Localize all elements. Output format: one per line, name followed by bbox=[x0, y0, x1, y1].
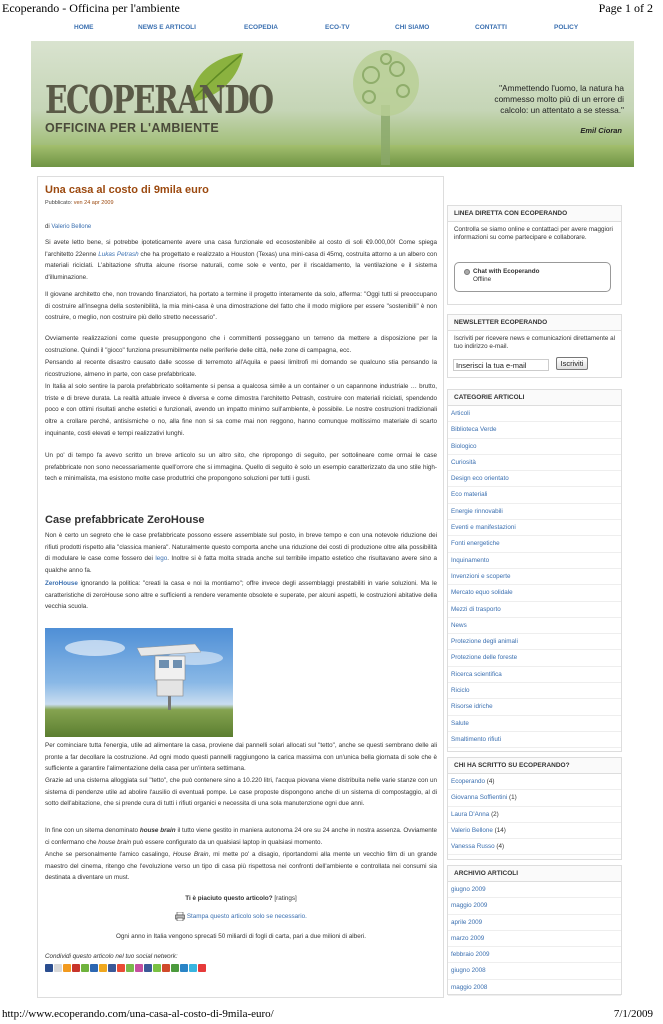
print-header bbox=[0, 0, 663, 16]
google-icon[interactable] bbox=[90, 964, 98, 972]
text: può essere configurato da un qualsiasi laptop in qualsiasi momento. bbox=[132, 838, 323, 846]
newsletter-title: NEWSLETTER ECOPERANDO bbox=[448, 315, 621, 331]
text: Anche se personalmente l'amico casalingo, bbox=[45, 851, 171, 858]
category-link[interactable]: Protezione degli animali bbox=[448, 634, 621, 650]
paragraph bbox=[45, 530, 437, 577]
post-author bbox=[45, 224, 91, 230]
published-date: ven 24 apr 2009 bbox=[73, 200, 114, 206]
section-heading: Case prefabbricate ZeroHouse bbox=[45, 514, 205, 526]
blinklist-icon[interactable] bbox=[99, 964, 107, 972]
author-name: Ecoperando bbox=[451, 778, 485, 785]
category-link[interactable]: Risorse idriche bbox=[448, 699, 621, 715]
printer-icon[interactable] bbox=[175, 912, 185, 921]
rating-question: Ti è piaciuto questo articolo? bbox=[185, 895, 273, 902]
author-link[interactable] bbox=[448, 790, 621, 806]
technorati-icon[interactable] bbox=[81, 964, 89, 972]
top-nav bbox=[30, 22, 634, 36]
zerohouse-link[interactable]: ZeroHouse bbox=[45, 580, 78, 587]
category-link[interactable]: News bbox=[448, 618, 621, 634]
archive-link[interactable]: febbraio 2009 bbox=[448, 947, 621, 963]
archive-link[interactable]: maggio 2009 bbox=[448, 898, 621, 914]
social-icons bbox=[45, 964, 206, 974]
mixx-icon[interactable] bbox=[126, 964, 134, 972]
author-count: (2) bbox=[491, 810, 499, 818]
nav-ecopedia[interactable]: ECOPEDIA bbox=[244, 24, 278, 31]
category-link[interactable]: Mercato equo solidale bbox=[448, 585, 621, 601]
digg-icon[interactable] bbox=[54, 964, 62, 972]
category-link[interactable]: Inquinamento bbox=[448, 553, 621, 569]
logo-subtitle: OFFICINA PER L'AMBIENTE bbox=[45, 121, 219, 135]
author-link[interactable] bbox=[448, 839, 621, 855]
text: che ha progettato e realizzato a Houston (Texas) una mini-casa di 45mq, costruita attorno a un albero con materiali riciclati. L'abitazione sfrutta alcune risorse naturali, come sole e vento, per il riscaldamento, la ventilazione e il sistema d'illuminazione. bbox=[45, 250, 437, 282]
print-title: Ecoperando - Officina per l'ambiente bbox=[2, 1, 180, 15]
chat-title: LINEA DIRETTA CON ECOPERANDO bbox=[448, 206, 621, 222]
rating-tag[interactable]: [ratings] bbox=[274, 895, 297, 902]
stumbleupon-icon[interactable] bbox=[72, 964, 80, 972]
print-line bbox=[45, 912, 437, 921]
paragraph: Per cominciare tutta l'energia, utile ad alimentare la casa, proviene dai pannelli solari allocati sul "tetto", anche se questi sembrano delle ali pronte a far decollare la costruzione. Ad ogni modo questi pannelli raggiungono la carica massima con un'unica bella giornata di sole che è sufficiente a garantire l'alimentazione della casa per un'intera settimana. bbox=[45, 742, 437, 773]
archive-link[interactable]: aprile 2009 bbox=[448, 915, 621, 931]
authors-title: CHI HA SCRITTO SU ECOPERANDO? bbox=[448, 758, 621, 774]
live-icon[interactable] bbox=[153, 964, 161, 972]
category-link[interactable]: Curiosità bbox=[448, 455, 621, 471]
categories-box bbox=[447, 389, 622, 752]
nav-ecotv[interactable]: ECO-TV bbox=[325, 24, 350, 31]
category-link[interactable]: Articoli bbox=[448, 406, 621, 422]
paragraph: Un po' di tempo fa avevo scritto un breve articolo su un altro sito, che ripropongo di seguito, per sottolineare come ormai le case prefabbricate non sono necessariamente quell'orrore che si immagina. Quello di seguito è solo un esempio caratterizzato da uno stile high-tech e minimalista, ma esistono molte case produttrici che propongono soluzioni per tutti i gusti. bbox=[45, 452, 437, 483]
paragraph bbox=[45, 825, 437, 848]
category-link[interactable]: Eventi e manifestazioni bbox=[448, 520, 621, 536]
author-count: (4) bbox=[496, 843, 505, 851]
nav-news[interactable]: NEWS E ARTICOLI bbox=[138, 24, 196, 31]
print-link[interactable]: Stampa questo articolo solo se necessario. bbox=[186, 913, 307, 921]
paragraph: Grazie ad una cisterna alloggiata sul "tetto", che può contenere sino a 10.220 litri, l'acqua piovana viene distribuita nelle varie stanze con un sistema di pendenze utile ad abolire l'ausilio di eventuali pompe. Le case proposte dispongono anche di un sistema di compostaggio, al di sotto dell'abitazione, che si prende cura di tutti i rifiuti organici e necessita di una sola manutenzione ogni due anni. bbox=[45, 777, 437, 808]
author-name: Vanessa Russo bbox=[451, 843, 495, 851]
archive-link[interactable]: giugno 2008 bbox=[448, 963, 621, 979]
chat-box bbox=[447, 205, 622, 305]
category-link[interactable]: Energie rinnovabili bbox=[448, 504, 621, 520]
tree-icon bbox=[331, 45, 441, 167]
rating-line bbox=[45, 895, 437, 902]
paper-fact: Ogni anno in Italia vengono sprecati 50 miliardi di fogli di carta, pari a due milioni di alberi. bbox=[116, 933, 366, 940]
category-link[interactable]: Biologico bbox=[448, 439, 621, 455]
header-banner bbox=[31, 41, 634, 167]
archive-link[interactable]: maggio 2008 bbox=[448, 980, 621, 996]
print-footer bbox=[0, 1006, 663, 1024]
archive-link[interactable]: marzo 2009 bbox=[448, 931, 621, 947]
twitter-icon[interactable] bbox=[180, 964, 188, 972]
newsvine-icon[interactable] bbox=[135, 964, 143, 972]
author-name: Laura D'Anna bbox=[451, 810, 490, 818]
nav-policy[interactable]: POLICY bbox=[554, 24, 579, 31]
published-label: Pubblicato: bbox=[45, 200, 73, 206]
myspace-icon[interactable] bbox=[108, 964, 116, 972]
paragraph: Pensando al recente disastro causato dalle scosse di terremoto all'Aquila e paesi limitrofi mi domando se qualcuno stia pensando la ricostruzione, almeno in parte, con case prefabbricate. bbox=[45, 359, 437, 378]
bookmark-icon[interactable] bbox=[171, 964, 179, 972]
text: . Inoltre si è fatta molta strada anche sul terribile impatto estetico che risultavano avere sino a qualche anno fa. bbox=[45, 555, 437, 575]
chat-icon[interactable] bbox=[198, 964, 206, 972]
newsletter-box bbox=[447, 314, 622, 378]
author-name: Valerio Bellone bbox=[451, 826, 493, 834]
furl-icon[interactable] bbox=[162, 964, 170, 972]
nav-chi-siamo[interactable]: CHI SIAMO bbox=[395, 24, 430, 31]
print-page: Page 1 of 2 bbox=[598, 1, 653, 15]
author-prefix: di bbox=[45, 224, 50, 230]
chat-status: Offline bbox=[473, 276, 492, 283]
emphasis: house brain bbox=[98, 838, 132, 846]
text: il tutto viene gestito in maniera autonoma 24 ore su 24 anche in nostra assenza. Ovviamente ci confermano che bbox=[45, 827, 437, 846]
house-illustration bbox=[45, 628, 233, 737]
paragraph: In Italia al solo sentire la parola prefabbricato solitamente si pensa a qualcosa simile a un container o un capannone industriale … brutto, triste e di breve durata. La realtà attuale invece è diversa e come dimostra l'architetto Petrash, costruire con materiali riciclati, spendendo poco e con ottimi risultati anche estetici e funzionali, avendo un impatto minimo sull'ambiente, è possibile. Le nostre costruzioni tradizionali oltre a crollare perché, antisismiche o no, alla fine non si sa come mai non reggono, hanno comunque moltissimo materiale di scarto inquinante, costi elevati e tempi realizzativi lunghi. bbox=[45, 383, 437, 437]
emphasis: House Brain bbox=[172, 851, 209, 858]
email-icon[interactable] bbox=[189, 964, 197, 972]
category-link[interactable]: Design eco orientato bbox=[448, 471, 621, 487]
zerohouse-photo bbox=[45, 628, 233, 737]
paragraph: Ovviamente realizzazioni come queste presuppongono che i committenti posseggano un terreno da mettere a disposizione per la costruzione. Quindi il "gioco" funziona presumibilmente nelle periferie delle città, nelle zone di campagna, ecc. bbox=[45, 335, 437, 354]
author-list bbox=[448, 774, 621, 855]
text: In fine con un sitema denominato bbox=[45, 827, 139, 834]
newsletter-text: Iscriviti per ricevere news e comunicazioni direttamente al tuo indirizzo e-mail. bbox=[454, 335, 615, 350]
post-meta bbox=[45, 200, 114, 206]
chat-widget[interactable] bbox=[454, 262, 611, 292]
status-dot-icon bbox=[464, 269, 470, 275]
author-link[interactable] bbox=[448, 774, 621, 790]
category-link[interactable]: Ricerca scientifica bbox=[448, 667, 621, 683]
banner-quote: "Ammettendo l'uomo, la natura ha commesso molto più di un errore di calcolo: un attentato a se stessa." bbox=[494, 83, 624, 115]
category-link[interactable]: Eco materiali bbox=[448, 487, 621, 503]
text: Si avete letto bene, si potrebbe ipoteticamente avere una casa funzionale ed ecosostenibile al costo di soli €9.000,00! Come spiega l'architetto 22enne bbox=[45, 239, 437, 258]
author-name: Giovanna Soffientini bbox=[451, 794, 508, 802]
authors-box bbox=[447, 757, 622, 860]
print-date: 7/1/2009 bbox=[613, 1008, 653, 1020]
paragraph bbox=[45, 849, 437, 884]
category-link[interactable]: Smaltimento rifiuti bbox=[448, 732, 621, 748]
lego-link[interactable]: lego bbox=[155, 555, 168, 563]
article bbox=[37, 176, 444, 998]
paragraph bbox=[45, 237, 437, 284]
logo-text[interactable]: ECOPERANDO bbox=[45, 77, 273, 122]
archive-list bbox=[448, 882, 621, 996]
text: , mi mette po' a disagio, riportandomi alla mente un vecchio film di un grande maestro del cinema, ritengo che l'evoluzione verso un tipo di casa più rispettosa nei confronti dell'ambiente e controllata nei consumi sia destinata a diventare un must. bbox=[45, 851, 437, 882]
quote-author: Emil Cioran bbox=[580, 126, 622, 135]
categories-title: CATEGORIE ARTICOLI bbox=[448, 390, 621, 406]
category-link[interactable]: Biblioteca Verde bbox=[448, 422, 621, 438]
paragraph: Il giovane architetto che, non trovando finanziatori, ha portato a termine il progetto interamente da solo, afferma: "Oggi tutti si preoccupano di costruire all'insegna della sostenibilità, la mia mini-casa è una dimostrazione del fatto che il modo migliore per essere "sostenibili" è non costruire, o meglio, non costruire più dello stretto necessario". bbox=[45, 291, 437, 322]
delicious-icon[interactable] bbox=[45, 964, 53, 972]
chat-widget-title: Chat with Ecoperando bbox=[473, 268, 540, 275]
emphasis: house brain bbox=[139, 827, 176, 834]
category-list bbox=[448, 406, 621, 748]
email-input[interactable]: Inserisci la tua e-mail bbox=[453, 359, 549, 371]
category-link[interactable]: Fonti energetiche bbox=[448, 536, 621, 552]
archive-box bbox=[447, 865, 622, 995]
post-title[interactable]: Una casa al costo di 9mila euro bbox=[45, 184, 209, 196]
chat-text: Controlla se siamo online e contattaci per avere maggiori informazioni su come partecipare e collaborare. bbox=[454, 226, 613, 241]
author-link[interactable] bbox=[448, 807, 621, 823]
text: ignorando la politica: "creati la casa e noi la montiamo"; offre invece degli assemblaggi prestabiliti in varie soluzioni. Ma le caratteristiche di zeroHouse sono altre e sufficienti a rendere veramente obsolete e superate, per alcuni aspetti, le costruzioni abitative della vecchia scuola. bbox=[45, 580, 437, 611]
share-label: Condividi questo articolo nel tuo social network: bbox=[45, 953, 178, 960]
category-link[interactable]: Mezzi di trasporto bbox=[448, 602, 621, 618]
paragraph bbox=[45, 578, 437, 613]
author-link[interactable]: Valerio Bellone bbox=[51, 224, 92, 230]
architect-link[interactable]: Lukas Petrash bbox=[98, 250, 139, 258]
reddit-icon[interactable] bbox=[63, 964, 71, 972]
subscribe-button[interactable]: Iscriviti bbox=[556, 357, 588, 370]
author-link[interactable] bbox=[448, 823, 621, 839]
category-link[interactable]: Salute bbox=[448, 716, 621, 732]
category-link[interactable]: Riciclo bbox=[448, 683, 621, 699]
category-link[interactable]: Invenzioni e scoperte bbox=[448, 569, 621, 585]
facebook-icon[interactable] bbox=[144, 964, 152, 972]
archive-title: ARCHIVIO ARTICOLI bbox=[448, 866, 621, 882]
nav-contatti[interactable]: CONTATTI bbox=[475, 24, 507, 31]
text: Non è certo un segreto che le case prefabbricate possono essere assemblate sul posto, in breve tempo e con una notevole riduzione dei rifiuti prodotti rispetto alla "classica maniera". Naturalmente questo comporta anche una riduzione dei costi di produzione oltre alla possibilità di modulare le case come fossero dei bbox=[45, 532, 437, 563]
author-count: (4) bbox=[486, 778, 495, 785]
author-count: (1) bbox=[509, 794, 517, 802]
print-url: http://www.ecoperando.com/una-casa-al-costo-di-9mila-euro/ bbox=[2, 1008, 274, 1020]
author-count: (14) bbox=[494, 826, 506, 834]
category-link[interactable]: Protezione delle foreste bbox=[448, 650, 621, 666]
archive-link[interactable]: giugno 2009 bbox=[448, 882, 621, 898]
yahoo-icon[interactable] bbox=[117, 964, 125, 972]
nav-home[interactable]: HOME bbox=[74, 24, 94, 31]
